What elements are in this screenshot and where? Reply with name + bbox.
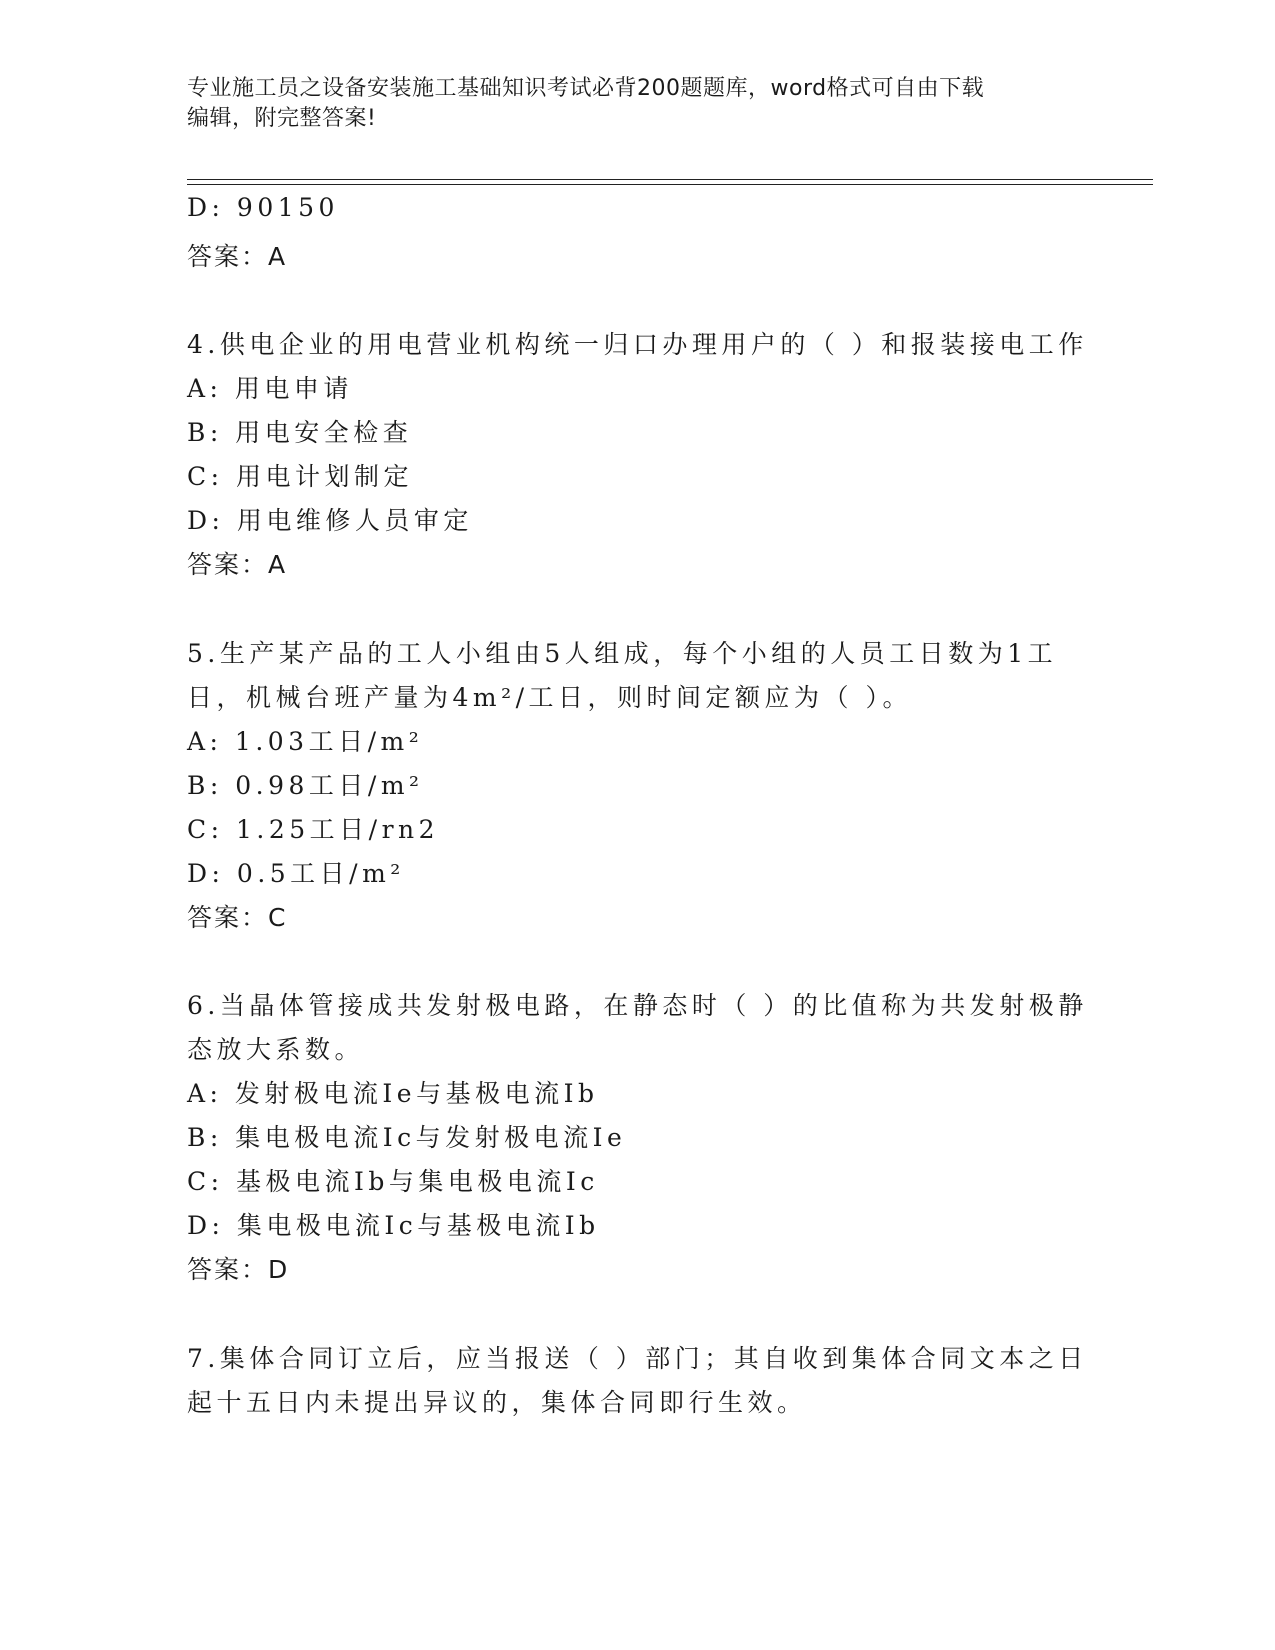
- q6-question-line-2: 态放大系数。: [187, 1035, 365, 1064]
- q4-option-b: B: 用电安全检查: [187, 418, 413, 447]
- q6-option-a: A: 发射极电流Ie与基极电流Ib: [187, 1079, 599, 1108]
- q5-option-c: C: 1.25工日/rn2: [187, 815, 440, 844]
- q4-question: 4.供电企业的用电营业机构统一归口办理用户的（ ）和报装接电工作: [187, 330, 1088, 359]
- q7-question-line-2: 起十五日内未提出异议的，集体合同即行生效。: [187, 1388, 807, 1417]
- q5-option-d: D: 0.5工日/m²: [187, 859, 405, 888]
- q4-option-c: C: 用电计划制定: [187, 462, 413, 491]
- header-divider-top: [187, 179, 1153, 180]
- q6-answer: 答案：D: [187, 1255, 290, 1284]
- q5-question-line-2: 日，机械台班产量为4m²/工日，则时间定额应为（ ）。: [187, 683, 913, 712]
- header-divider-bottom: [187, 184, 1153, 185]
- header-line-2: 编辑，附完整答案!: [187, 106, 377, 131]
- q4-answer: 答案：A: [187, 550, 288, 579]
- q5-option-a: A: 1.03工日/m²: [187, 727, 424, 756]
- document-header: [187, 74, 1087, 134]
- q5-question-line-1: 5.生产某产品的工人小组由5人组成，每个小组的人员工日数为1工: [187, 639, 1058, 668]
- q6-question-line-1: 6.当晶体管接成共发射极电路，在静态时（ ）的比值称为共发射极静: [187, 991, 1088, 1020]
- q5-option-b: B: 0.98工日/m²: [187, 771, 424, 800]
- q6-option-d: D: 集电极电流Ic与基极电流Ib: [187, 1211, 600, 1240]
- q6-option-b: B: 集电极电流Ic与发射极电流Ie: [187, 1123, 627, 1152]
- q7-question-line-1: 7.集体合同订立后，应当报送（ ）部门；其自收到集体合同文本之日: [187, 1344, 1088, 1373]
- q6-option-c: C: 基极电流Ib与集电极电流Ic: [187, 1167, 599, 1196]
- q4-option-d: D: 用电维修人员审定: [187, 506, 473, 535]
- q3-answer: 答案：A: [187, 242, 288, 271]
- header-line-1: 专业施工员之设备安装施工基础知识考试必背200题题库，word格式可自由下载: [187, 76, 985, 101]
- q3-option-d: D: 90150: [187, 193, 339, 222]
- q4-option-a: A: 用电申请: [187, 374, 353, 403]
- q5-answer: 答案：C: [187, 903, 288, 932]
